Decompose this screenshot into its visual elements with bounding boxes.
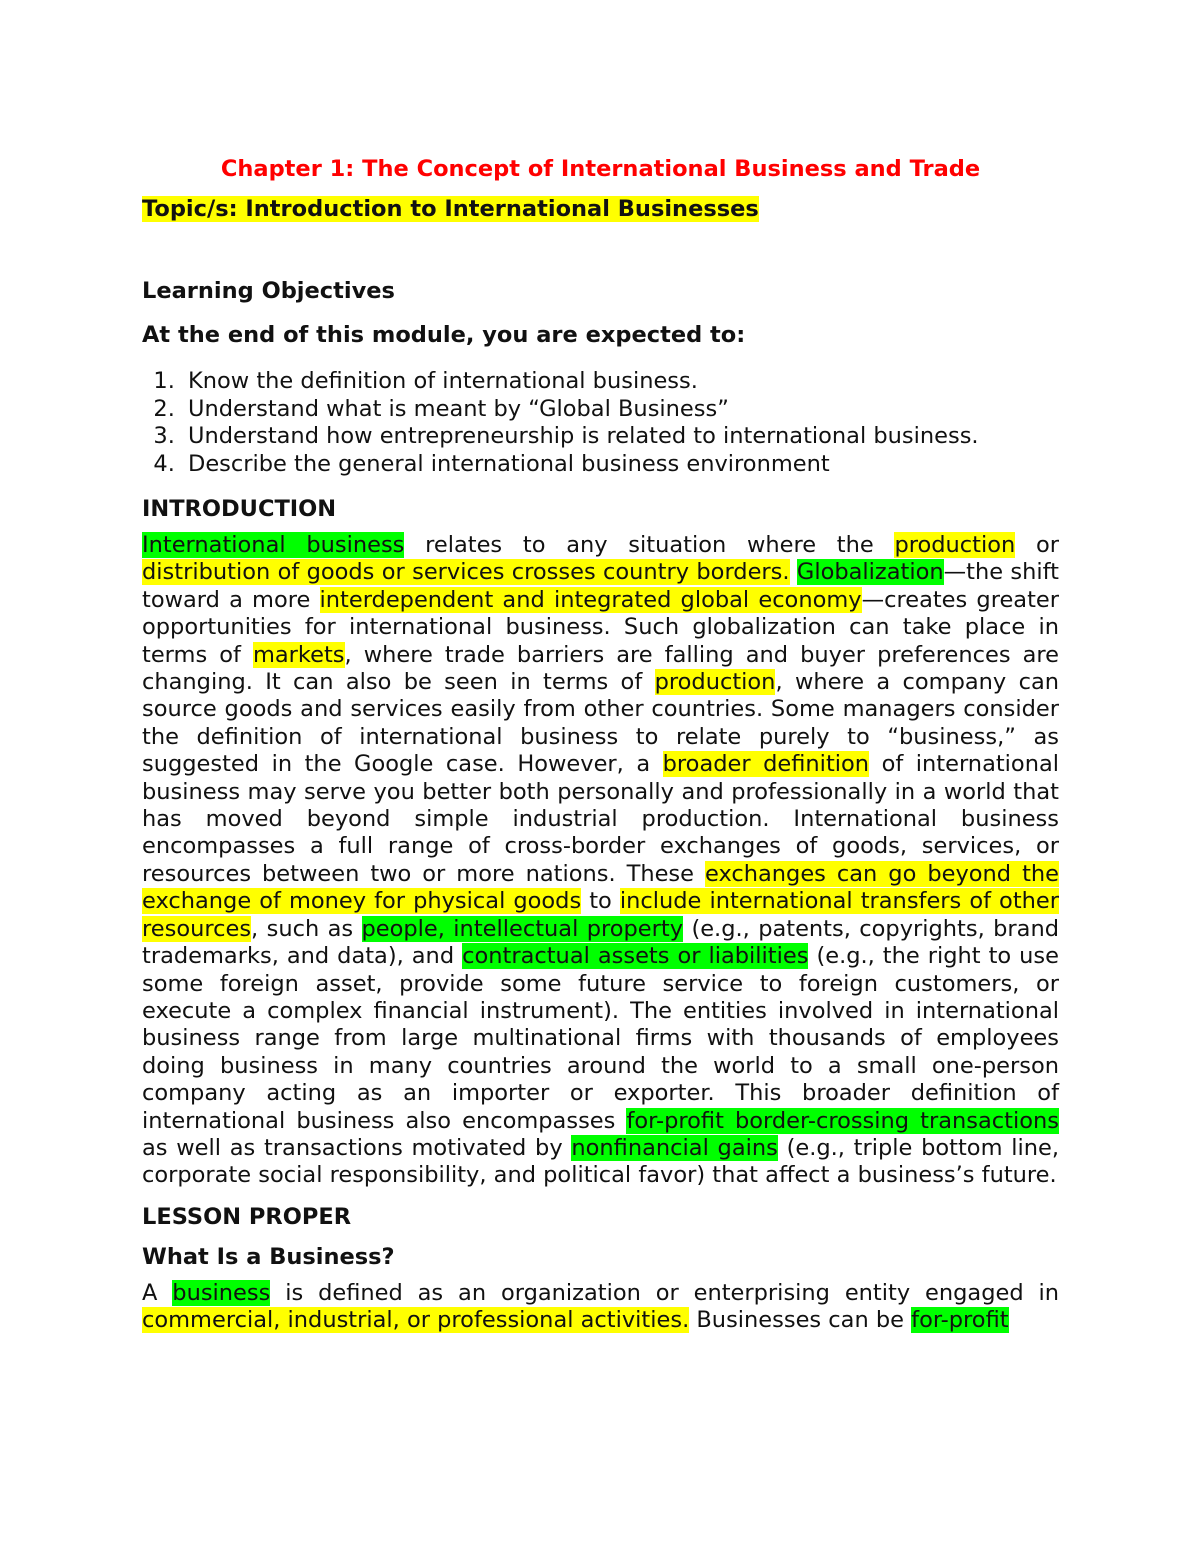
highlight-yellow: production — [654, 669, 776, 696]
text-run: (e.g., the right to use some foreign asset, provide some future service to foreign customers, or execute a complex financial instrument). The entities involved in international business range from large multinational firms with thousands of employees doing business in many countries around the world to a small one-person company acting as an importer or exporter. This broader definition of international business also encompasses — [142, 943, 1059, 1134]
text-run: A — [142, 1279, 173, 1306]
highlight-green: people, intellectual property — [361, 915, 684, 942]
highlight-yellow: include international transfers of other resources — [142, 888, 1059, 942]
highlight-yellow: interdependent and integrated global economy — [319, 586, 862, 613]
objective-item: 1. Know the definition of international business. — [182, 368, 1059, 396]
text-run: , such as — [251, 915, 362, 942]
objectives-heading: Learning Objectives — [142, 278, 395, 304]
text-run: is defined as an organization or enterprising entity engaged in — [270, 1279, 1059, 1306]
highlight-green: nonfinancial gains — [571, 1134, 778, 1161]
highlight-yellow: broader definition — [662, 751, 870, 778]
text-run: or — [1015, 532, 1060, 558]
text-run: as well as transactions motivated by — [142, 1134, 572, 1161]
introduction-heading: INTRODUCTION — [142, 496, 337, 522]
objective-item: 3. Understand how entrepreneurship is related to international business. — [182, 423, 1059, 451]
text-run: of international business may serve you better both personally and professionally in a world that has moved beyond simple industrial production. International business encompasses a full range of cross-border exchanges of goods, services, or resources between two or more nations. These — [142, 751, 1059, 887]
text-run: (e.g., triple bottom line, corporate social responsibility, and political favor) that affect a business’s future. — [142, 1134, 1059, 1189]
objectives-intro: At the end of this module, you are expected to: — [142, 322, 746, 348]
text-run: —the shift toward a more — [142, 559, 1059, 613]
highlight-yellow: exchanges can go beyond the exchange of money for physical goods — [142, 860, 1059, 915]
highlight-yellow: commercial, industrial, or professional activities. — [142, 1307, 690, 1334]
topic-text: Topic/s: Introduction to International Businesses — [142, 196, 759, 222]
objective-item: 2. Understand what is meant by “Global Business” — [182, 396, 1059, 424]
highlight-green: International business — [142, 532, 405, 558]
highlight-green: for-profit border-crossing transactions — [626, 1107, 1060, 1134]
text-run: Businesses can be — [689, 1307, 912, 1334]
lesson-heading: LESSON PROPER — [142, 1203, 352, 1230]
text-run: (e.g., patents, copyrights, brand trademarks, and data), and — [142, 915, 1060, 970]
introduction-paragraph — [142, 532, 1059, 1190]
objectives-list — [142, 368, 1059, 478]
text-run: relates to any situation where the — [404, 532, 895, 558]
highlight-yellow: distribution of goods or services crosses country borders. — [142, 559, 790, 586]
highlight-green: Globalization — [796, 559, 944, 586]
business-heading: What Is a Business? — [142, 1243, 395, 1270]
highlight-green: for-profit — [911, 1307, 1009, 1334]
topic-line — [142, 192, 1059, 226]
page-content — [142, 152, 1059, 1345]
text-run: , where a company can source goods and services easily from other countries. Some managers consider the definition of international business to relate purely to “business,” as suggested in the Google case. However, a — [142, 669, 1059, 778]
text-run — [790, 559, 797, 585]
objective-item: 4. Describe the general international business environment — [182, 451, 1059, 479]
text-run: , where trade barriers are falling and buyer preferences are changing. It can also be seen in terms of — [142, 641, 1059, 696]
highlight-yellow: production — [894, 532, 1016, 558]
highlight-yellow: markets — [252, 641, 345, 668]
text-run: to — [581, 888, 620, 915]
highlight-green: business — [172, 1279, 271, 1306]
chapter-title: Chapter 1: The Concept of International Business and Trade — [220, 156, 981, 182]
highlight-green: contractual assets or liabilities — [462, 943, 809, 970]
text-run: —creates greater opportunities for international business. Such globalization can take place in terms of — [142, 586, 1059, 668]
business-paragraph — [142, 1280, 1059, 1335]
